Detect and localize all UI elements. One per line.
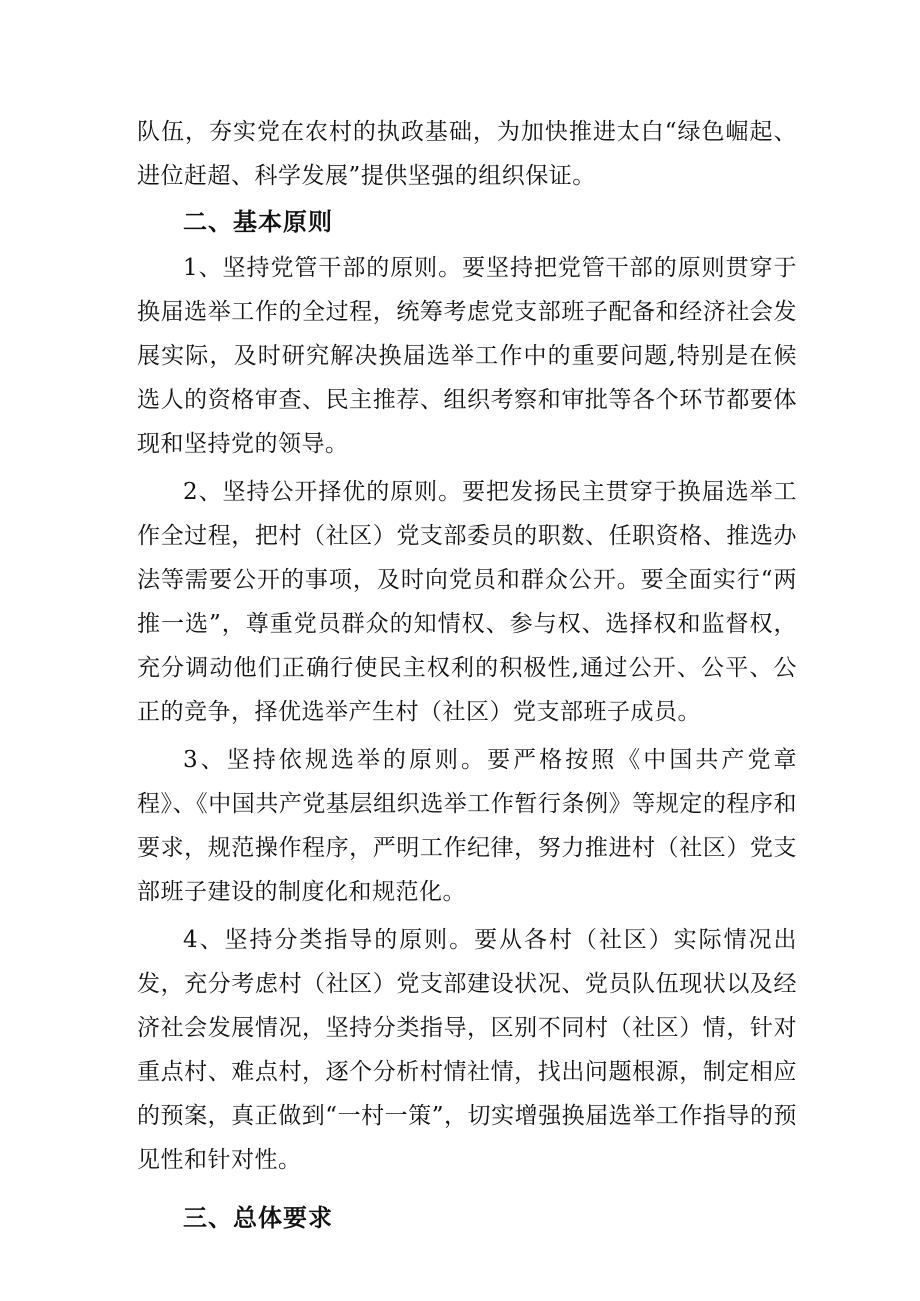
principle-paragraph-1: 1、坚持党管干部的原则。要坚持把党管干部的原则贯穿于换届选举工作的全过程，统筹考虑党支部班子配备和经济社会发展实际，及时研究解决换届选举工作中的重要问题,特别是在候选人的资格审查、民主推荐、组织考察和审批等各个环节都要体现和坚持党的领导。 [137,255,797,457]
principle-paragraph-2: 2、坚持公开择优的原则。要把发扬民主贯穿于换届选举工作全过程，把村（社区）党支部委员的职数、任职资格、推选办法等需要公开的事项，及时向党员和群众公开。要全面实行“两推一选”，尊重党员群众的知情权、参与权、选择权和监督权，充分调动他们正确行使民主权利的积极性,通过公开、公平、公正的竞争，择优选举产生村（社区）党支部班子成员。 [137,479,797,725]
intro-paragraph: 队伍，夯实党在农村的执政基础，为加快推进太白“绿色崛起、进位赶超、科学发展”提供坚强的组织保证。 [137,119,797,189]
section-heading-overall-requirements: 三、总体要求 [183,1204,333,1232]
section-heading-basic-principles: 二、基本原则 [183,208,333,236]
document-page [137,110,797,1242]
principle-paragraph-4: 4、坚持分类指导的原则。要从各村（社区）实际情况出发，充分考虑村（社区）党支部建设状况、党员队伍现状以及经济社会发展情况，坚持分类指导，区别不同村（社区）情，针对重点村、难点村，逐个分析村情社情，找出问题根源，制定相应的预案，真正做到“一村一策”，切实增强换届选举工作指导的预见性和针对性。 [137,927,797,1173]
principle-paragraph-3: 3、坚持依规选举的原则。要严格按照《中国共产党章程》、《中国共产党基层组织选举工作暂行条例》等规定的程序和要求，规范操作程序，严明工作纪律，努力推进村（社区）党支部班子建设的制度化和规范化。 [137,747,797,905]
